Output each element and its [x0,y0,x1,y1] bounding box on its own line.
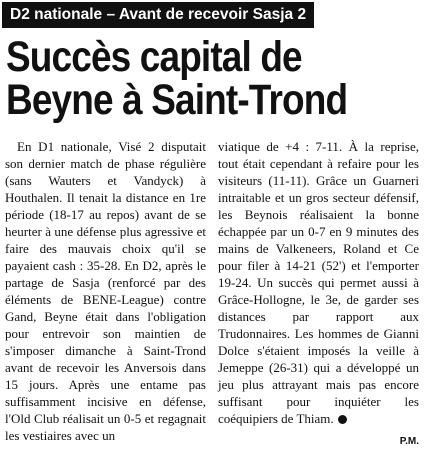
article-column-1 [5,138,206,444]
article-paragraph: En D1 nationale, Visé 2 disputait son dernier match de phase régulière (sans Wauters et Vandyck) à Houthalen. Il tenait la distance en 1re période (18-17 au repos) avant de se heurter à une défense plus agressive et faire des mauvais choix qu'il se payaient cash : 35-28. En D2, après le partage de Sasja (renforcé par des éléments de BENE-League) contre Gand, Beyne était dans l'obligation pour entrevoir son maintien de s'imposer dimanche à Saint-Trond avant de recevoir les Anversois dans 15 jours. Après une entame pas suffisamment incisive en défense, l'Old Club réalisait un 0-5 et regagnait les vestiaires avec un [5,139,206,443]
article-column-2 [218,138,419,444]
headline [6,33,367,124]
article-text: viatique de +4 : 7-11. À la reprise, tout était cependant à refaire pour les visiteurs (11-11). Grâce un Guarneri intraitable et un gros secteur défensif, les Beynois réalisaient la bonne échappée par un 0-7 en 9 minutes des mains de Valkeneers, Roland et Ce pour filer à 14-21 (52') et l'emporter 19-24. Un succès qui permet aussi à Grâce-Hollogne, le 3e, de garder ses distances par rapport aux Trudonnaires. Les hommes de Gianni Dolce s'étaient imposés la veille à Jemeppe (26-31) qui a développé un jeu plus attrayant mais pas encore suffisant pour inquiéter les coéquipiers de Thiam. [218,139,419,426]
headline-line-1: Succès capital de [6,33,302,81]
article-paragraph [218,138,419,427]
author-signature: P.M. [399,436,419,447]
end-mark-icon [338,415,347,424]
section-kicker: D2 nationale – Avant de recevoir Sasja 2 [2,2,314,28]
headline-line-2: Beyne à Saint-Trond [6,76,348,124]
article-body [5,138,419,444]
